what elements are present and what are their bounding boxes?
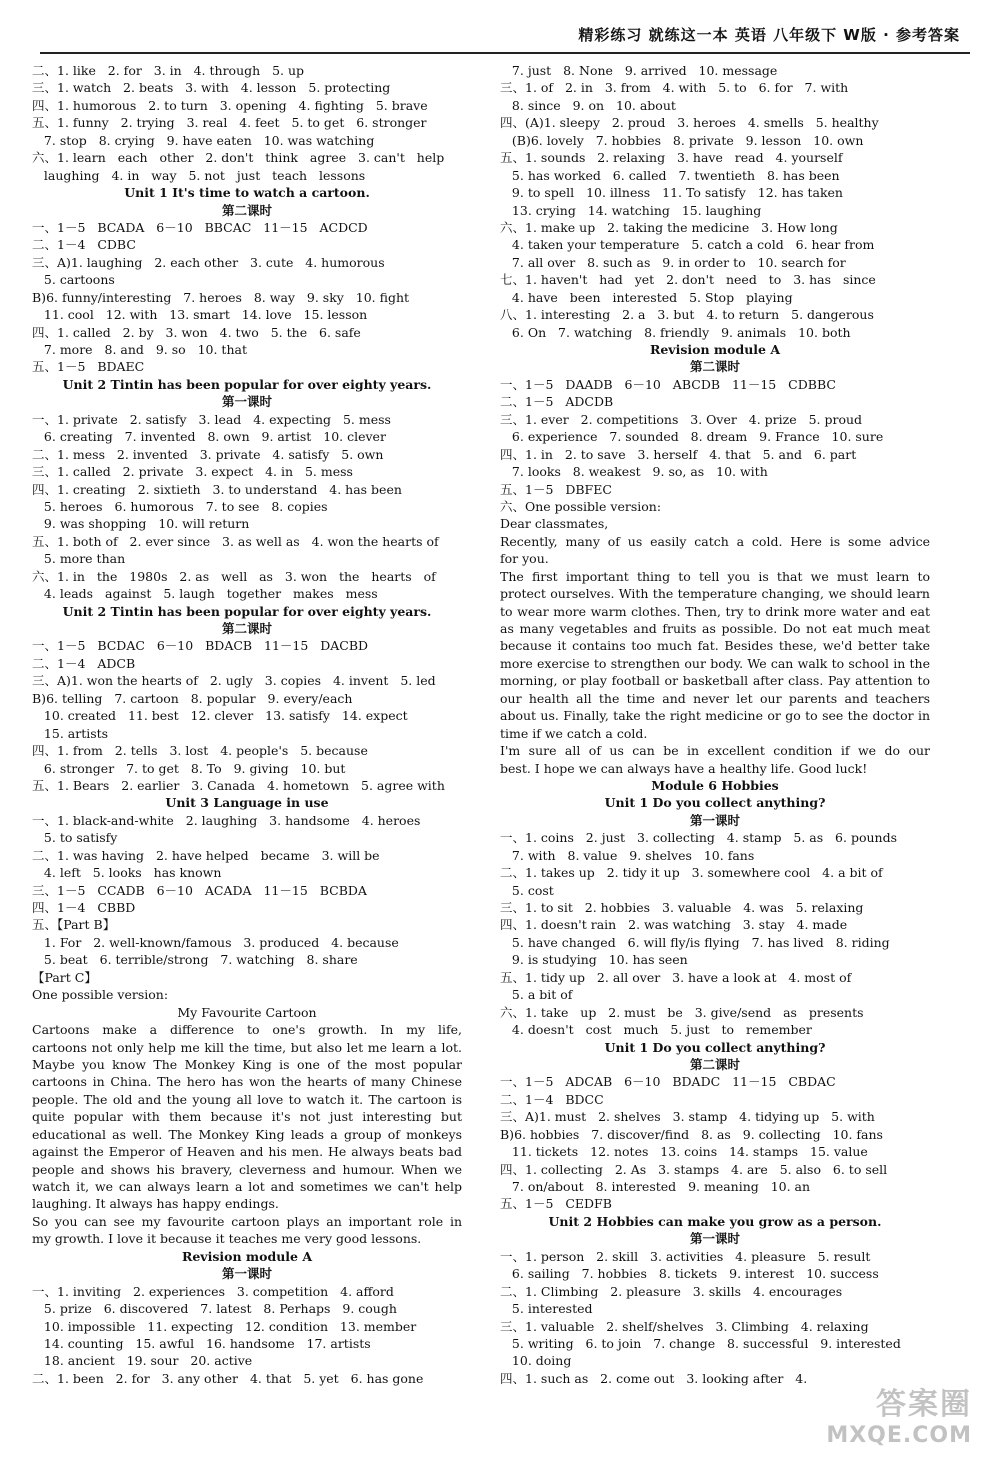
answer-line: Dear classmates, — [500, 516, 609, 532]
answer-line: 一、1. coins 2. just 3. collecting 4. stamp 5. as 6. pounds — [500, 830, 898, 846]
answer-line: 5. interested — [500, 1301, 593, 1317]
answer-line: 9. to spell 10. illness 11. To satisfy 12. has taken — [500, 185, 843, 201]
section-heading: Unit 1 Do you collect anything? — [604, 1039, 826, 1055]
answer-line: 一、1. inviting 2. experiences 3. competition 4. afford — [32, 1283, 394, 1299]
answer-line: 二、1－5 ADCDB — [500, 394, 614, 410]
essay-line: more exercise to strengthen our body. We can walk to school in the — [500, 655, 930, 671]
essay-line: cartoons not only help me kill the time, but also let me learn a lot. — [32, 1039, 462, 1055]
answer-line: 二、1. like 2. for 3. in 4. through 5. up — [32, 63, 305, 78]
answer-line: 四、1. humorous 2. to turn 3. opening 4. fighting 5. brave — [32, 97, 428, 113]
essay-line: I'm sure all of us can be in excellent condition if we do our — [500, 743, 930, 759]
section-heading: Revision module A — [181, 1248, 313, 1264]
answer-line: 7. with 8. value 9. shelves 10. fans — [500, 847, 755, 863]
answer-line: B)6. funny/interesting 7. heroes 8. way 9. sky 10. fight — [32, 289, 410, 305]
answer-line: 四、1. creating 2. sixtieth 3. to understand 4. has been — [32, 481, 402, 497]
answer-line: 5. to satisfy — [32, 830, 118, 846]
section-heading: 第一课时 — [689, 812, 740, 828]
answer-line: 5. have changed 6. will fly/is flying 7. has lived 8. riding — [500, 934, 890, 950]
answer-line: 4. left 5. looks has known — [32, 865, 222, 881]
answer-line: 三、1. called 2. private 3. expect 4. in 5. mess — [32, 464, 353, 480]
answer-line: 14. counting 15. awful 16. handsome 17. artists — [32, 1335, 371, 1351]
essay-line: Recently, many of us easily catch a cold. Here is some advice — [500, 533, 930, 549]
essay-line: to wear more warm clothes. Then, try to drink more water and eat — [500, 603, 930, 619]
answer-line: 10. impossible 11. expecting 12. condition 13. member — [32, 1318, 417, 1334]
answer-line: 6. creating 7. invented 8. own 9. artist 10. clever — [32, 429, 386, 445]
answer-line: 9. was shopping 10. will return — [32, 516, 250, 532]
essay-line: Cartoons make a difference to one's growth. In my life, — [32, 1022, 462, 1038]
answer-line: 13. crying 14. watching 15. laughing — [500, 202, 762, 218]
essay-line: best. I hope we can always have a healthy life. Good luck! — [500, 760, 868, 776]
answer-line: 六、1. learn each other 2. don't think agree 3. can't help — [32, 150, 445, 166]
answer-line: 5. a bit of — [500, 987, 573, 1003]
essay-line: for you. — [500, 551, 549, 567]
answer-line: 二、1－4 ADCB — [32, 655, 136, 671]
section-heading: 第一课时 — [221, 394, 272, 410]
answer-line: 5. heroes 6. humorous 7. to see 8. copies — [32, 498, 328, 514]
answer-line: 七、1. haven't had yet 2. don't need to 3. has since — [500, 272, 876, 288]
answer-line: 五、1. both of 2. ever since 3. as well as 4. won the hearts of — [32, 533, 439, 549]
section-heading: Unit 2 Hobbies can make you grow as a person. — [548, 1213, 882, 1229]
answer-line: 四、(A)1. sleepy 2. proud 3. heroes 4. smells 5. healthy — [500, 115, 879, 131]
answer-line: 四、1. in 2. to save 3. herself 4. that 5. and 6. part — [500, 446, 857, 462]
answer-line: 5. has worked 6. called 7. twentieth 8. has been — [500, 167, 840, 183]
essay-line: Maybe you know The Monkey King is one of the most popular — [32, 1056, 462, 1072]
answer-line: 三、1. watch 2. beats 3. with 4. lesson 5. protecting — [32, 80, 391, 96]
answer-line: 10. created 11. best 12. clever 13. satisfy 14. expect — [32, 708, 408, 724]
answer-line: 八、1. interesting 2. a 3. but 4. to return 5. dangerous — [500, 307, 874, 323]
essay-line: people. The old and the young all love to watch it. The cartoon is — [32, 1091, 462, 1107]
answer-line: 一、1－5 BCDAC 6－10 BDACB 11－15 DACBD — [32, 638, 369, 654]
answer-line: 7. stop 8. crying 9. have eaten 10. was watching — [32, 132, 375, 148]
essay-line: our health all the time and never let our parents and teachers — [500, 690, 930, 706]
essay-line: The first important thing to tell you is that we must learn to — [500, 568, 930, 584]
answer-line: One possible version: — [32, 987, 169, 1003]
essay-line: laughing. It always has happy endings. — [32, 1196, 279, 1212]
answer-line: 四、1. collecting 2. As 3. stamps 4. are 5. also 6. to sell — [500, 1161, 888, 1177]
answer-line: 5. writing 6. to join 7. change 8. successful 9. interested — [500, 1335, 901, 1351]
answer-line: laughing 4. in way 5. not just teach lessons — [32, 167, 366, 183]
answer-line: 三、1. valuable 2. shelf/shelves 3. Climbing 4. relaxing — [500, 1318, 869, 1334]
answer-line: 一、1－5 ADCAB 6－10 BDADC 11－15 CBDAC — [500, 1074, 836, 1090]
answer-line: B)6. hobbies 7. discover/find 8. as 9. collecting 10. fans — [500, 1126, 883, 1142]
answer-line: 一、1. black-and-white 2. laughing 3. handsome 4. heroes — [32, 812, 421, 828]
answer-line: 五、1. tidy up 2. all over 3. have a look at 4. most of — [500, 969, 852, 985]
answer-line: 一、1. private 2. satisfy 3. lead 4. expecting 5. mess — [32, 411, 391, 427]
answer-line: 5. beat 6. terrible/strong 7. watching 8. share — [32, 952, 358, 968]
section-heading: 第二课时 — [689, 1056, 740, 1072]
right-column — [500, 62, 930, 1387]
essay-line: quite popular with them because it's not just interesting but — [32, 1109, 462, 1125]
page-header — [40, 18, 970, 54]
answer-line: 五、1. Bears 2. earlier 3. Canada 4. hometown 5. agree with — [32, 777, 445, 793]
answer-line: 四、1. called 2. by 3. won 4. two 5. the 6. safe — [32, 324, 361, 340]
answer-line: 四、1. doesn't rain 2. was watching 3. stay 4. made — [500, 917, 848, 933]
essay-line: my growth. I love it because it teaches me very good lessons. — [32, 1231, 422, 1247]
answer-line: 三、1. of 2. in 3. from 4. with 5. to 6. for 7. with — [500, 80, 849, 96]
essay-line: because it contains too much fat. Besides these, we'd better take — [500, 638, 930, 654]
answer-line: (B)6. lovely 7. hobbies 8. private 9. lesson 10. own — [500, 132, 864, 148]
answer-line: 15. artists — [32, 725, 109, 741]
answer-line: 三、A)1. won the hearts of 2. ugly 3. copies 4. invent 5. led — [32, 673, 436, 689]
answer-line: 5. cartoons — [32, 272, 115, 288]
section-heading: Unit 1 Do you collect anything? — [604, 795, 826, 811]
answer-line: 5. cost — [500, 882, 554, 898]
answer-line: 10. doing — [500, 1353, 572, 1369]
answer-line: 一、1－5 BCADA 6－10 BBCAC 11－15 ACDCD — [32, 219, 368, 235]
answer-line: 7. on/about 8. interested 9. meaning 10. an — [500, 1179, 811, 1194]
essay-line: morning, or play football or basketball after class. Pay attention to — [500, 673, 930, 689]
essay-line: cartoons in China. The hero has won the hearts of many Chinese — [32, 1074, 462, 1090]
answer-line: 6. sailing 7. hobbies 8. tickets 9. interest 10. success — [500, 1266, 879, 1282]
essay-line: about us. Finally, take the right medicine or go to see the doctor in — [500, 708, 930, 724]
section-heading: Revision module A — [649, 342, 781, 357]
answer-line: 5. prize 6. discovered 7. latest 8. Perhaps 9. cough — [32, 1301, 397, 1317]
answer-line: 五、1－5 CEDFB — [500, 1196, 612, 1212]
answer-line: 1. For 2. well-known/famous 3. produced 4. because — [32, 934, 399, 950]
answer-line: 三、1. ever 2. competitions 3. Over 4. prize 5. proud — [500, 411, 863, 427]
answer-line: 4. have been interested 5. Stop playing — [500, 289, 793, 305]
answer-line: 四、1－4 CBBD — [32, 900, 136, 915]
header-title: 精彩练习 就练这一本 英语 八年级下 W版 · 参考答案 — [578, 26, 960, 44]
answer-line: 7. all over 8. such as 9. in order to 10. search for — [500, 254, 846, 270]
section-heading: 第二课时 — [689, 359, 740, 375]
answer-line: 三、1. to sit 2. hobbies 3. valuable 4. was 5. relaxing — [500, 900, 864, 915]
answer-line: B)6. telling 7. cartoon 8. popular 9. every/each — [32, 690, 353, 706]
answer-line: 7. looks 8. weakest 9. so, as 10. with — [500, 464, 768, 480]
answer-line: 4. leads against 5. laugh together makes mess — [32, 586, 378, 602]
section-heading: Unit 3 Language in use — [165, 795, 329, 811]
answer-line: 7. just 8. None 9. arrived 10. message — [500, 63, 778, 78]
essay-line: against the Emperor of Heaven and his men. He always beats bad — [32, 1144, 462, 1160]
answer-line: 二、1. takes up 2. tidy it up 3. somewhere cool 4. a bit of — [500, 865, 883, 881]
section-heading: Unit 2 Tintin has been popular for over eighty years. — [62, 376, 432, 392]
answer-line: 一、1－5 DAADB 6－10 ABCDB 11－15 CDBBC — [500, 376, 836, 392]
answer-line: 六、1. take up 2. must be 3. give/send as presents — [500, 1004, 864, 1020]
section-heading: 第二课时 — [221, 621, 272, 636]
answer-line: 四、1. from 2. tells 3. lost 4. people's 5. because — [32, 743, 368, 759]
watermark-top-text: 答案圈 — [876, 1387, 972, 1422]
answer-line: 二、1－4 CDBC — [32, 237, 136, 253]
answer-line: 8. since 9. on 10. about — [500, 97, 676, 113]
answer-line: 6. stronger 7. to get 8. To 9. giving 10. but — [32, 760, 346, 776]
section-heading: 第一课时 — [689, 1231, 740, 1247]
answer-line: 五、1. funny 2. trying 3. real 4. feet 5. to get 6. stronger — [32, 115, 427, 131]
answer-line: 一、1. person 2. skill 3. activities 4. pleasure 5. result — [500, 1248, 871, 1264]
answer-line: 六、1. in the 1980s 2. as well as 3. won the hearts of — [32, 568, 436, 584]
essay-line: people and shows his bravery, cleverness and humour. When we — [32, 1161, 462, 1177]
section-heading: 第二课时 — [221, 202, 272, 218]
answer-line: 三、A)1. must 2. shelves 3. stamp 4. tidying up 5. with — [500, 1109, 875, 1125]
answer-line: 二、1. was having 2. have helped became 3. will be — [32, 847, 380, 863]
answer-line: 三、1－5 CCADB 6－10 ACADA 11－15 BCBDA — [32, 882, 367, 898]
answer-line: 4. taken your temperature 5. catch a cold 6. hear from — [500, 237, 875, 253]
essay-line: as many vegetables and fruits as possible. Do not eat much meat — [500, 621, 930, 636]
answer-line: 11. tickets 12. notes 13. coins 14. stamps 15. value — [500, 1144, 868, 1160]
answer-line: 六、One possible version: — [500, 498, 662, 514]
essay-line: So you can see my favourite cartoon plays an important role in — [32, 1213, 462, 1229]
answer-line: 18. ancient 19. sour 20. active — [32, 1353, 253, 1369]
answer-line: 五、1. sounds 2. relaxing 3. have read 4. yourself — [500, 150, 843, 166]
answer-line: 二、1－4 BDCC — [500, 1091, 604, 1107]
answer-line: 【Part C】 — [32, 969, 97, 985]
answer-line: 二、1. been 2. for 3. any other 4. that 5. yet 6. has gone — [32, 1370, 424, 1386]
essay-line: protect ourselves. With the temperature changing, we should learn — [500, 586, 930, 602]
answer-line: 6. experience 7. sounded 8. dream 9. France 10. sure — [500, 429, 884, 445]
answer-line: 五、1－5 BDAEC — [32, 359, 145, 375]
answer-line: 三、A)1. laughing 2. each other 3. cute 4. humorous — [32, 254, 385, 270]
answer-line: 7. more 8. and 9. so 10. that — [32, 342, 247, 357]
section-heading: Unit 1 It's time to watch a cartoon. — [124, 185, 370, 201]
answer-line: 6. On 7. watching 8. friendly 9. animals 10. both — [500, 324, 851, 340]
essay-line: time if we catch a cold. — [500, 725, 648, 741]
essay-line: educational as well. The Monkey King leads a group of monkeys — [32, 1126, 462, 1142]
answer-line: 四、1. such as 2. come out 3. looking after 4. — [500, 1370, 808, 1386]
answer-line: 5. more than — [32, 551, 126, 567]
watermark-logo — [826, 1379, 972, 1448]
answer-line: 二、1. Climbing 2. pleasure 3. skills 4. encourages — [500, 1283, 843, 1299]
answer-line: 五、【Part B】 — [32, 917, 116, 933]
section-heading: Unit 2 Tintin has been popular for over eighty years. — [62, 603, 432, 619]
left-column — [32, 62, 462, 1387]
watermark-bottom-text: MXQE.COM — [826, 1423, 972, 1448]
answer-line: 11. cool 12. with 13. smart 14. love 15. lesson — [32, 307, 368, 323]
section-heading: Module 6 Hobbies — [651, 777, 779, 793]
essay-line: My Favourite Cartoon — [177, 1004, 317, 1020]
answer-line: 4. doesn't cost much 5. just to remember — [500, 1022, 812, 1038]
answer-line: 9. is studying 10. has seen — [500, 952, 688, 968]
essay-line: watch it, we can always learn a lot and sometimes we can't help — [32, 1179, 462, 1194]
answer-line: 六、1. make up 2. taking the medicine 3. How long — [500, 219, 838, 235]
section-heading: 第一课时 — [221, 1266, 272, 1282]
answer-line: 二、1. mess 2. invented 3. private 4. satisfy 5. own — [32, 446, 384, 462]
answer-line: 五、1－5 DBFEC — [500, 481, 612, 497]
